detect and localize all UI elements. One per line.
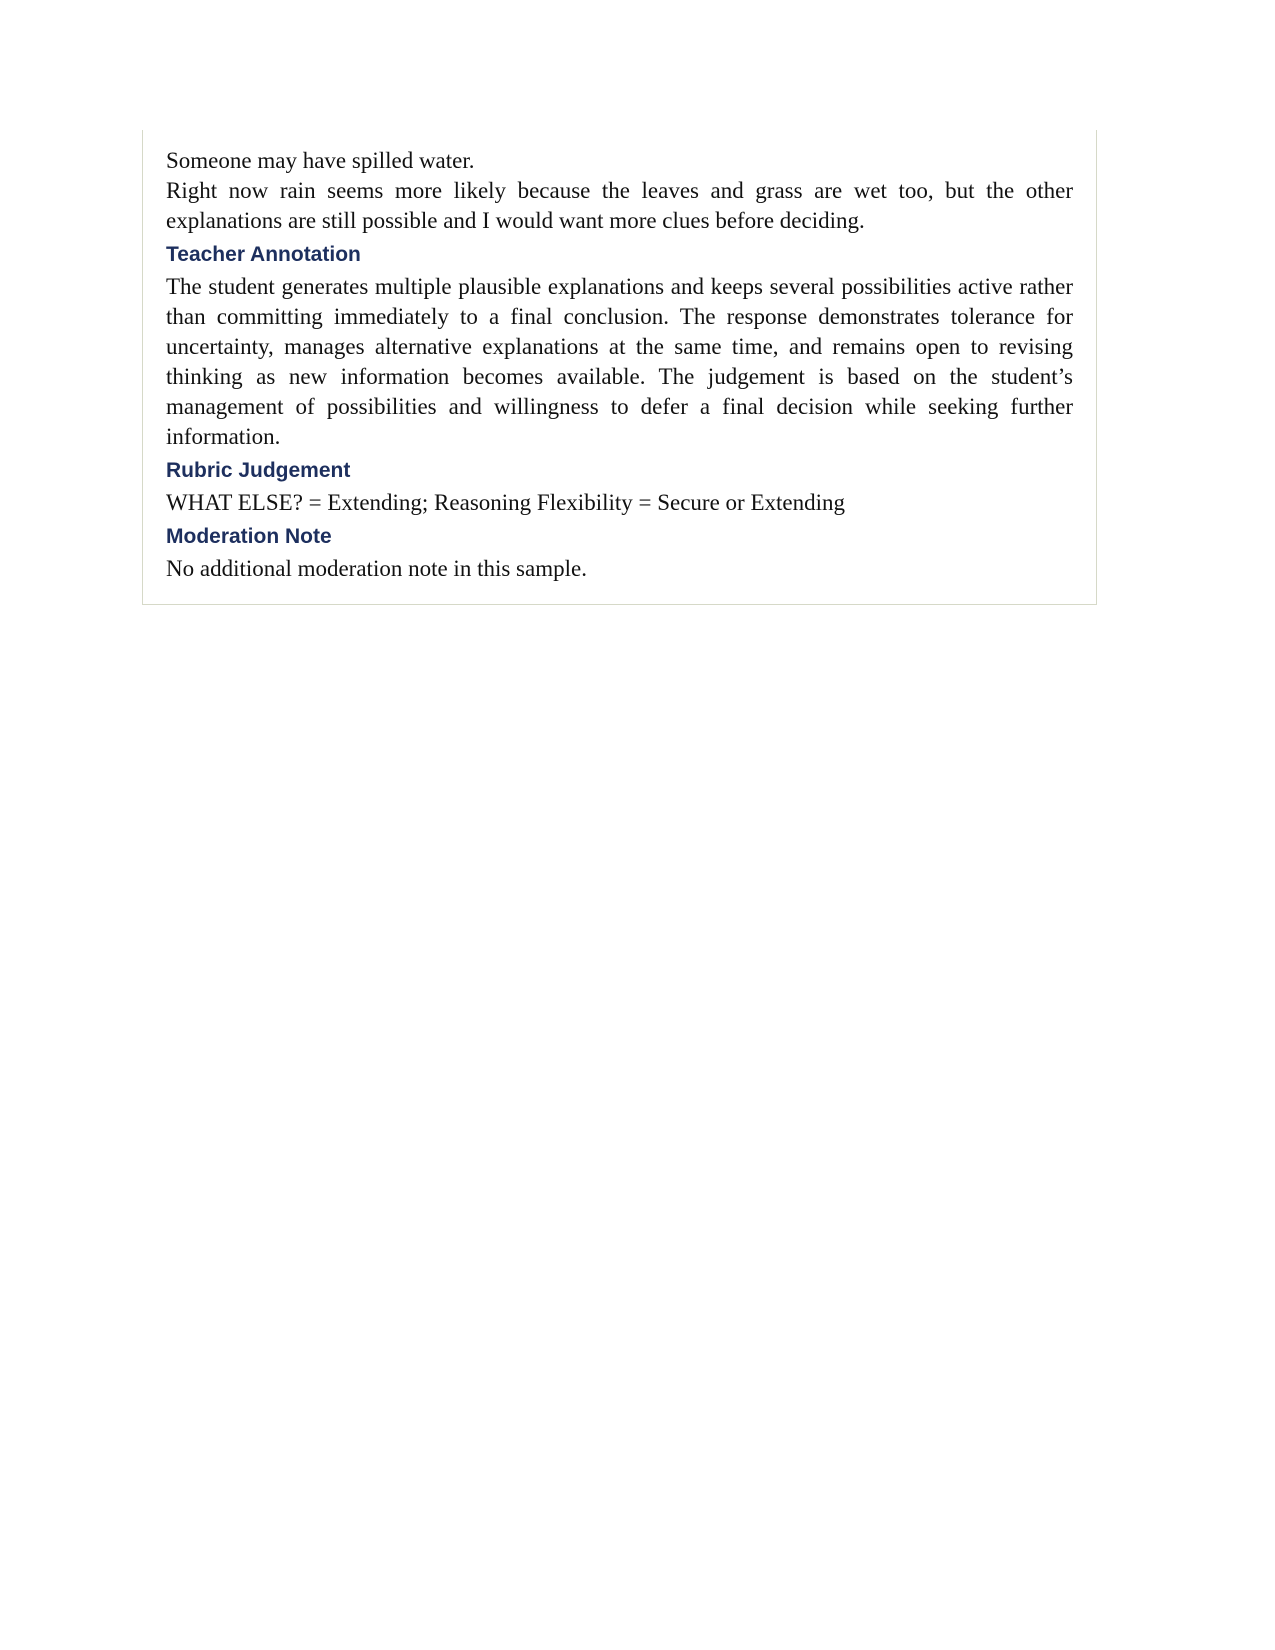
rubric-judgement-section <box>166 458 1073 518</box>
work-sample-box <box>142 130 1097 605</box>
response-line: Right now rain seems more likely because the leaves and grass are wet too, but the other explanations are still possible and I would want more clues before deciding. <box>166 178 1073 233</box>
moderation-note-text: No additional moderation note in this sample. <box>166 556 587 581</box>
teacher-annotation-section <box>166 242 1073 452</box>
rubric-judgement-heading: Rubric Judgement <box>166 459 351 482</box>
rubric-judgement-text: WHAT ELSE? = Extending; Reasoning Flexibility = Secure or Extending <box>166 490 845 515</box>
moderation-note-section <box>166 524 1073 584</box>
moderation-note-heading: Moderation Note <box>166 525 332 548</box>
teacher-annotation-text: The student generates multiple plausible explanations and keeps several possibilities active rather than committing immediately to a final conclusion. The response demonstrates tolerance for uncertainty, manages alternative explanations at the same time, and remains open to revising thinking as new information becomes available. The judgement is based on the student’s management of possibilities and willingness to defer a final decision while seeking further information. <box>166 274 1073 449</box>
response-line: Someone may have spilled water. <box>166 148 475 173</box>
teacher-annotation-heading: Teacher Annotation <box>166 243 361 266</box>
student-response <box>166 146 1073 236</box>
